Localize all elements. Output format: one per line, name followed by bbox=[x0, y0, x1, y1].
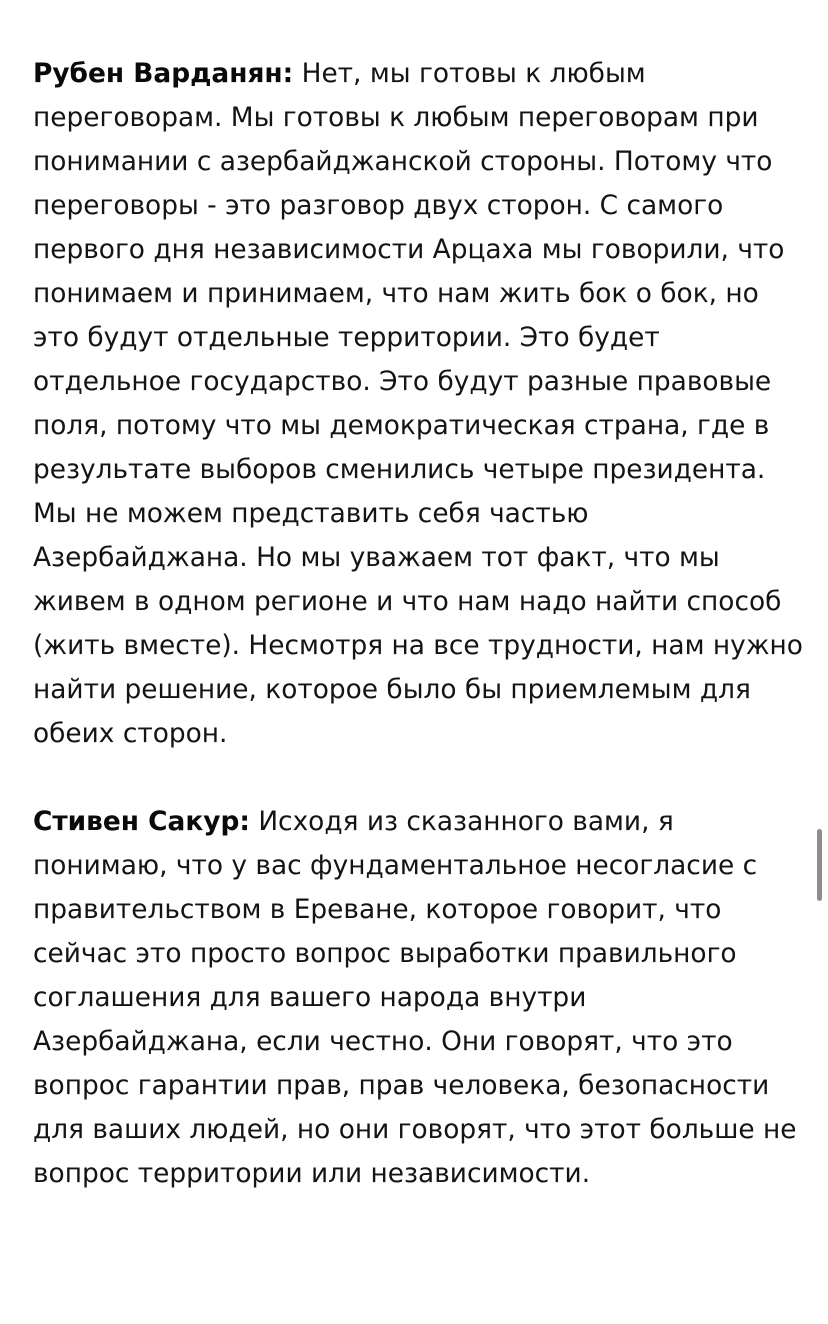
speaker-name: Рубен Варданян: bbox=[33, 58, 294, 89]
transcript-paragraph bbox=[33, 800, 803, 1196]
vertical-scrollbar[interactable] bbox=[817, 829, 822, 901]
speaker-name: Стивен Сакур: bbox=[33, 806, 250, 837]
speaker-statement: Нет, мы готовы к любым переговорам. Мы готовы к любым переговорам при понимании с азербайджанской стороны. Потому что переговоры - это разговор двух сторон. С самого первого дня независимости Арцаха мы говорили, что понимаем и принимаем, что нам жить бок о бок, но это будут отдельные территории. Это будет отдельное государство. Это будут разные правовые поля, потому что мы демократическая страна, где в результате выборов сменились четыре президента. Мы не можем представить себя частью Азербайджана. Но мы уважаем тот факт, что мы живем в одном регионе и что нам надо найти способ (жить вместе). Несмотря на все трудности, нам нужно найти решение, которое было бы приемлемым для обеих сторон. bbox=[33, 58, 803, 749]
speaker-statement: Исходя из сказанного вами, я понимаю, что у вас фундаментальное несогласие с правительством в Ереване, которое говорит, что сейчас это просто вопрос выработки правильного соглашения для вашего народа внутри Азербайджана, если честно. Они говорят, что это вопрос гарантии прав, прав человека, безопасности для ваших людей, но они говорят, что этот больше не вопрос территории или независимости. bbox=[33, 806, 797, 1189]
interview-transcript bbox=[33, 52, 803, 1240]
transcript-paragraph bbox=[33, 52, 803, 756]
